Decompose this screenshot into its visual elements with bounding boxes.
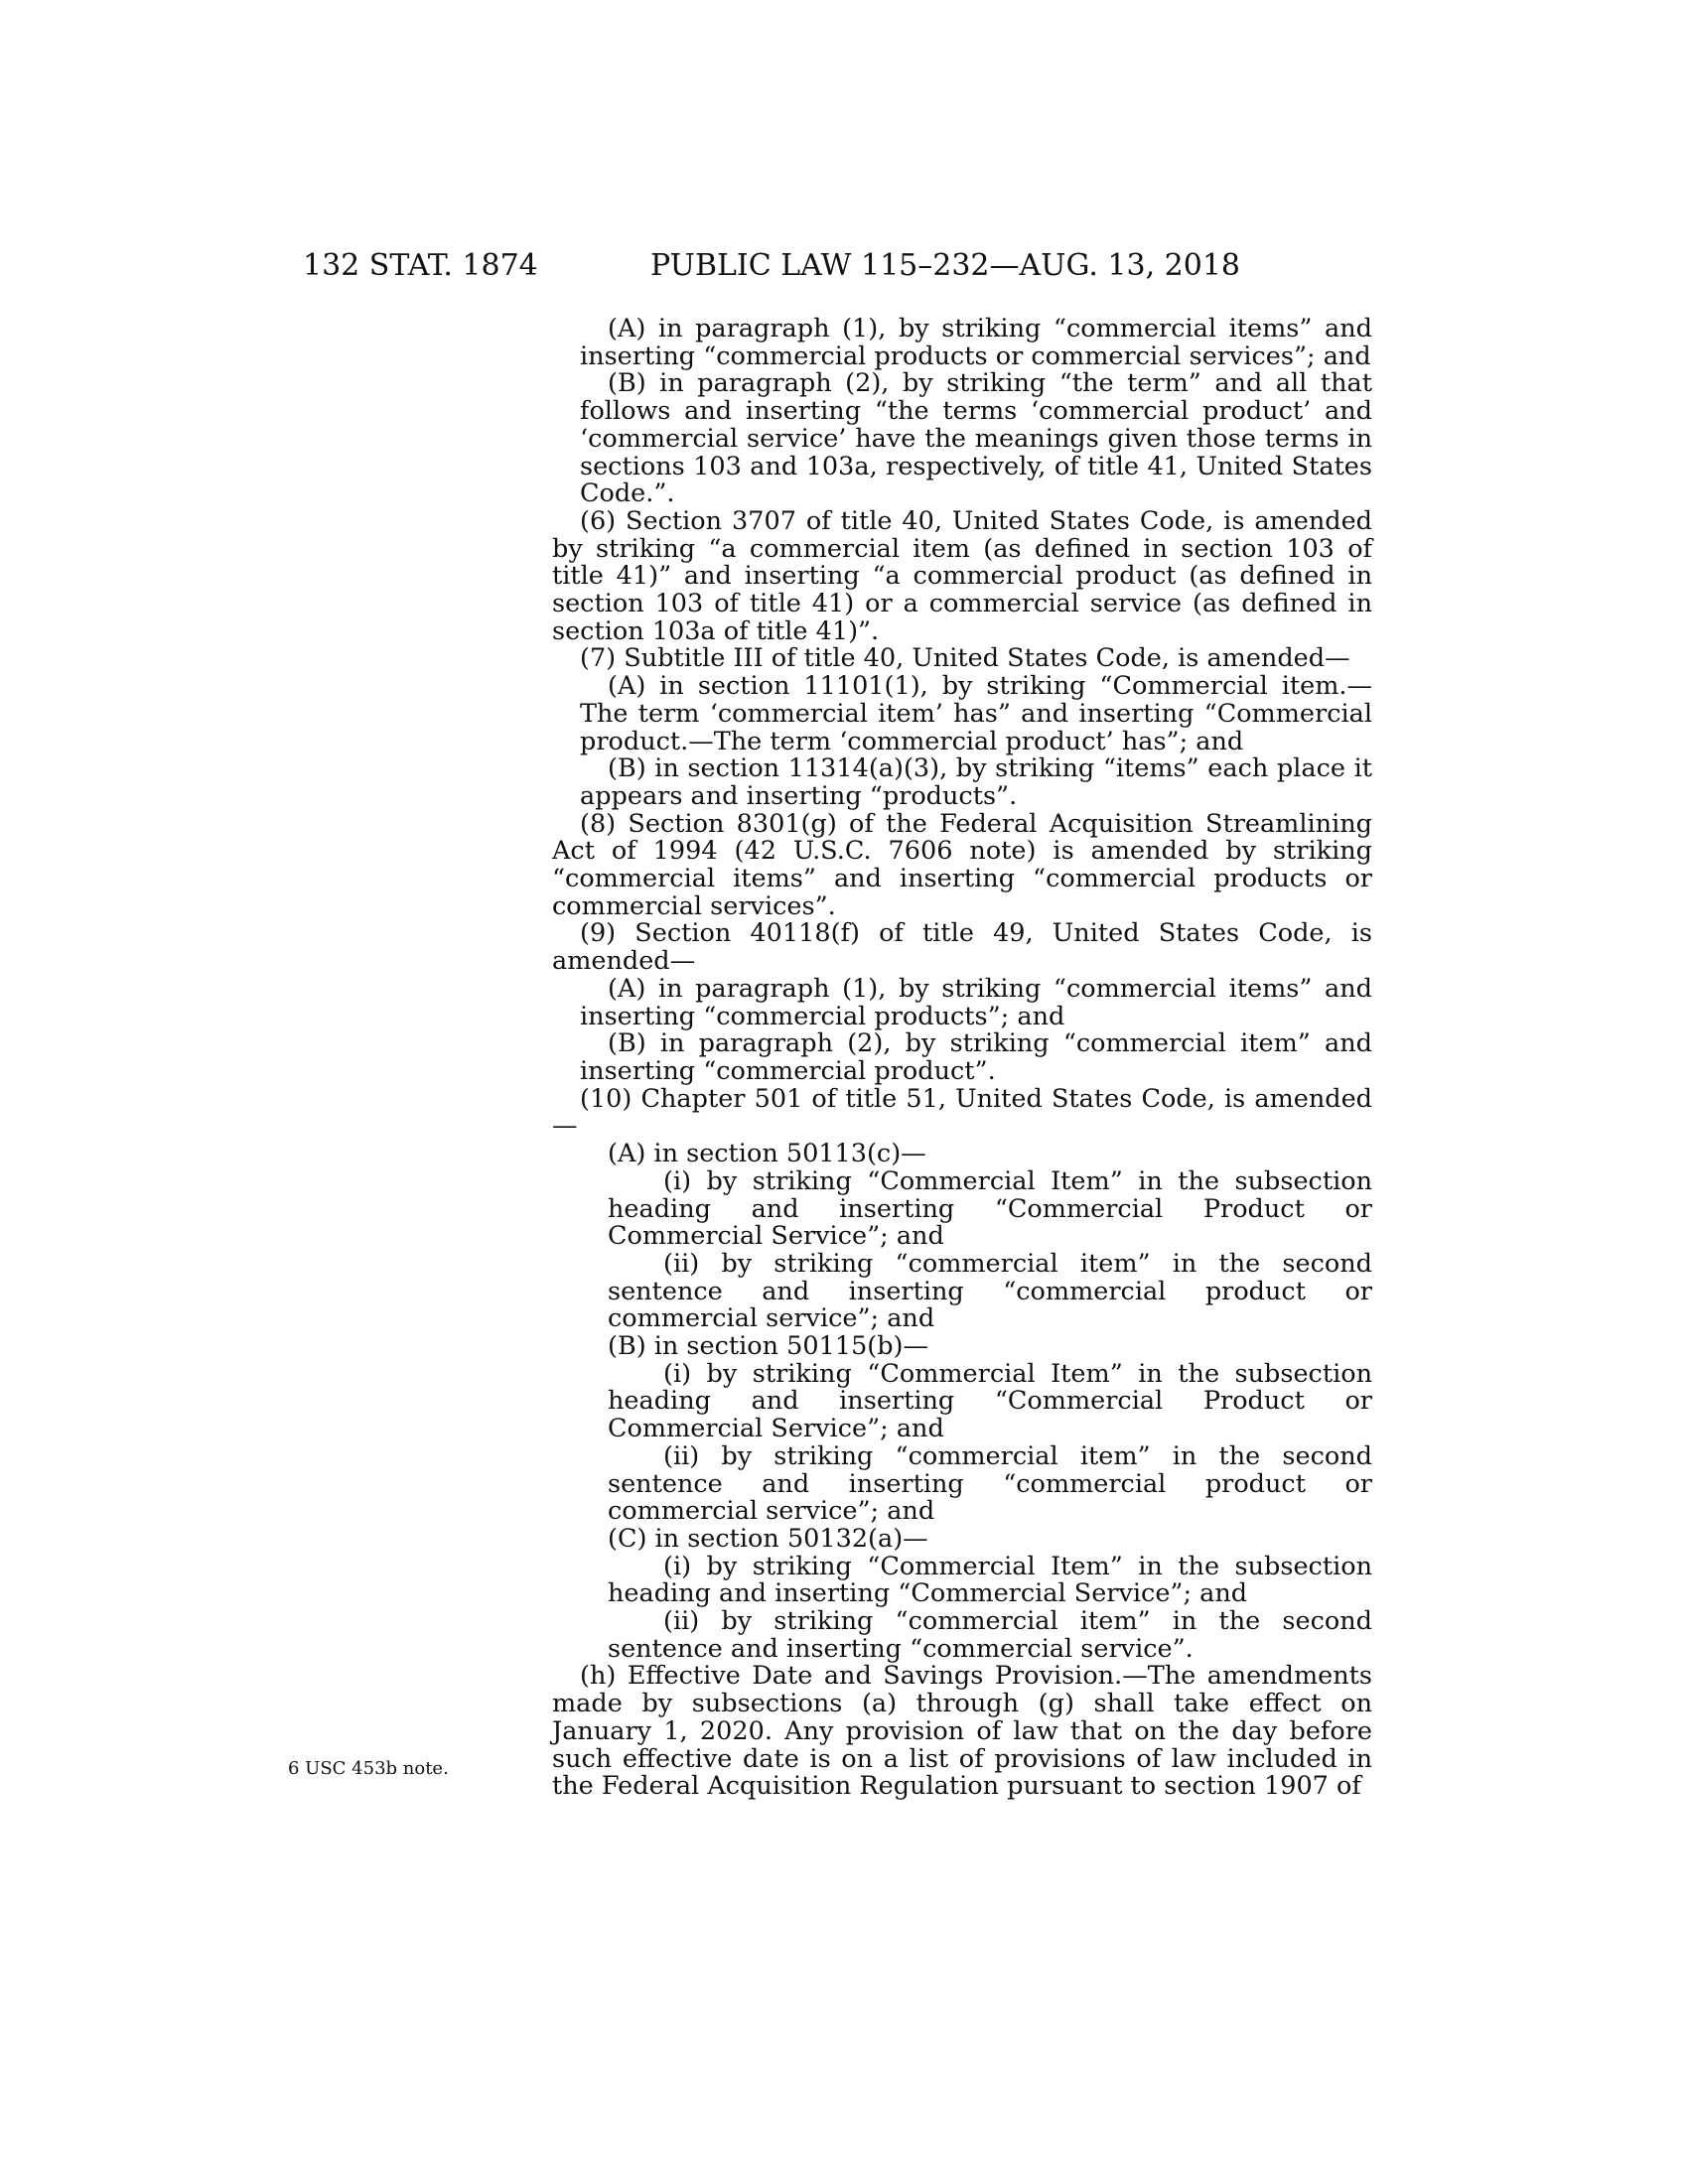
paragraph-8: (8) Section 8301(g) of the Federal Acquisition Streamlining Act of 1994 (42 U.S.C. 7606 note) is amended by striking “commercial items” and inserting “commercial products or commercial services”. [552, 808, 1372, 921]
page-header [0, 246, 1688, 286]
paragraph-5-B: (B) in paragraph (2), by striking “the term” and all that follows and inserting “the terms ‘commercial product’ and ‘commercial service’ have the meanings given those terms in sections 103 and 103a, respectively, of title 41, United States Code.”. [580, 368, 1372, 509]
paragraph-10-C-i: (i) by striking “Commercial Item” in the subsection heading and inserting “Commercial Service”; and [608, 1551, 1372, 1609]
public-law-title: PUBLIC LAW 115–232—AUG. 13, 2018 [650, 248, 1241, 283]
paragraph-9: (9) Section 40118(f) of title 49, United States Code, is amended— [552, 918, 1372, 977]
paragraph-10: (10) Chapter 501 of title 51, United States Code, is amended— [552, 1083, 1372, 1142]
paragraph-7-B: (B) in section 11314(a)(3), by striking “items” each place it appears and inserting “products”. [580, 753, 1372, 811]
paragraph-10-A-ii: (ii) by striking “commercial item” in the second sentence and inserting “commercial product or commercial service”; and [608, 1248, 1372, 1334]
paragraph-7-A: (A) in section 11101(1), by striking “Commercial item.—The term ‘commercial item’ has” and inserting “Commercial product.—The term ‘commercial product’ has”; and [580, 671, 1372, 756]
paragraph-7: (7) Subtitle III of title 40, United States Code, is amended— [580, 643, 1350, 674]
paragraph-9-B: (B) in paragraph (2), by striking “commercial item” and inserting “commercial product”. [580, 1028, 1372, 1086]
subsection-h: (h) Effective Date and Savings Provision.—The amendments made by subsections (a) through (g) shall take effect on January 1, 2020. Any provision of law that on the day before such effective date is on a list of provisions of law included in the Federal Acquisition Regulation pursuant to section 1907 of [552, 1661, 1372, 1802]
paragraph-10-A: (A) in section 50113(c)— [608, 1139, 926, 1169]
paragraph-10-B: (B) in section 50115(b)— [608, 1331, 929, 1362]
paragraph-9-A: (A) in paragraph (1), by striking “commercial items” and inserting “commercial products”; and [580, 973, 1372, 1031]
paragraph-6: (6) Section 3707 of title 40, United States Code, is amended by striking “a commercial item (as defined in section 103 of title 41)” and inserting “a commercial product (as defined in section 103 of title 41) or a commercial service (as defined in section 103a of title 41)”. [552, 505, 1372, 646]
paragraph-10-B-i: (i) by striking “Commercial Item” in the subsection heading and inserting “Commercial Product or Commercial Service”; and [608, 1358, 1372, 1444]
paragraph-10-B-ii: (ii) by striking “commercial item” in the second sentence and inserting “commercial product or commercial service”; and [608, 1440, 1372, 1527]
paragraph-5-A: (A) in paragraph (1), by striking “commercial items” and inserting “commercial products or commercial services”; and [580, 314, 1372, 371]
paragraph-10-A-i: (i) by striking “Commercial Item” in the subsection heading and inserting “Commercial Product or Commercial Service”; and [608, 1165, 1372, 1252]
document-body [552, 316, 1372, 1801]
margin-note-usc: 6 USC 453b note. [288, 1758, 449, 1779]
stat-citation: 132 STAT. 1874 [303, 248, 538, 283]
paragraph-10-C: (C) in section 50132(a)— [608, 1523, 928, 1554]
paragraph-10-C-ii: (ii) by striking “commercial item” in the second sentence and inserting “commercial service”. [608, 1606, 1372, 1664]
